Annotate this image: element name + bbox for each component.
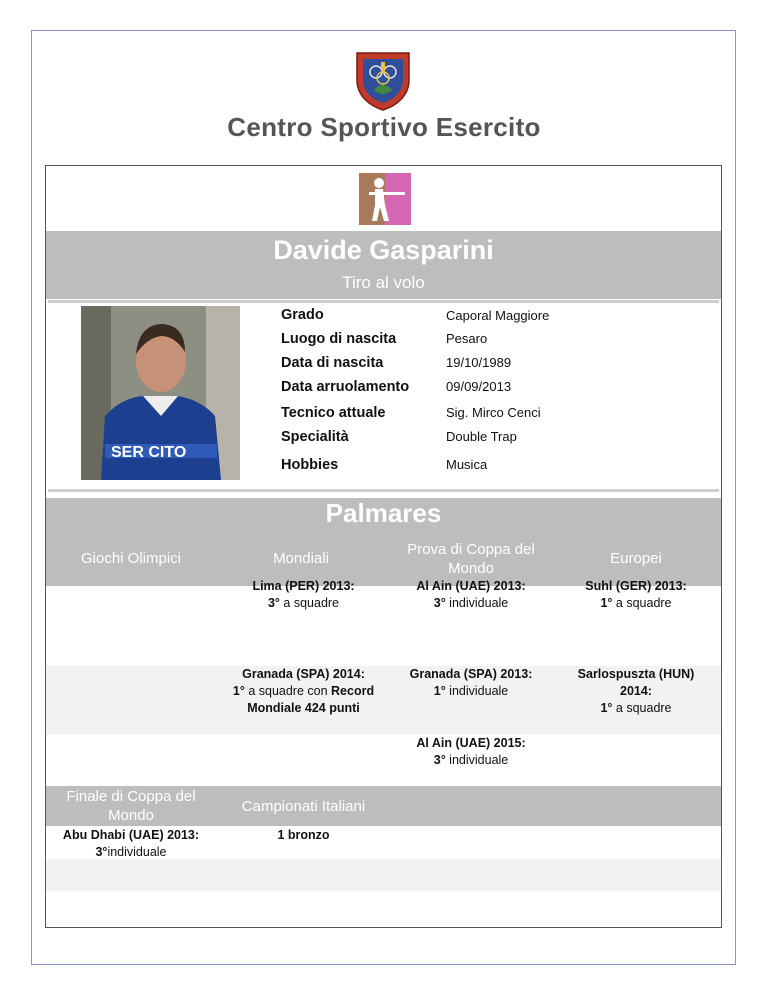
column-header-finale: Finale di Coppa del Mondo — [66, 788, 196, 824]
result-cell: Al Ain (UAE) 2015: 3° individuale — [416, 736, 526, 767]
divider — [48, 300, 719, 303]
athlete-card — [45, 165, 722, 928]
shooting-sport-icon — [359, 173, 411, 225]
result-cell: 1 bronzo — [277, 828, 330, 842]
palmares-band — [46, 498, 721, 586]
info-label: Grado — [281, 307, 324, 323]
result-cell: Granada (SPA) 2014: 1° a squadre con Record Mondiale 424 punti — [232, 667, 375, 715]
info-value: 09/09/2013 — [446, 379, 512, 394]
palmares-title: Palmares — [325, 498, 442, 528]
info-label: Luogo di nascita — [281, 331, 397, 347]
info-value: Pesaro — [446, 331, 488, 346]
organization-title: Centro Sportivo Esercito — [227, 112, 541, 142]
info-label: Data di nascita — [281, 355, 384, 371]
column-header-coppa: Prova di Coppa del Mondo — [407, 541, 535, 577]
athlete-name: Davide Gasparini — [273, 235, 494, 265]
info-value: Musica — [446, 457, 488, 472]
athlete-photo — [81, 306, 240, 480]
info-label: Data arruolamento — [281, 379, 410, 395]
divider — [48, 489, 719, 492]
athlete-name-band — [46, 231, 721, 299]
result-cell: Granada (SPA) 2013: 1° individuale — [409, 667, 533, 698]
column-header-olimpici: Giochi Olimpici — [80, 550, 182, 567]
info-value: 19/10/1989 — [446, 355, 512, 370]
result-cell: Suhl (GER) 2013: 1° a squadre — [585, 579, 687, 610]
column-header-italiani: Campionati Italiani — [241, 798, 366, 815]
result-cell: Al Ain (UAE) 2013: 3° individuale — [416, 579, 526, 610]
info-value: Double Trap — [446, 429, 517, 444]
jersey-text: SER CITO — [111, 444, 187, 461]
result-cell: Lima (PER) 2013: 3° a squadre — [252, 579, 355, 610]
info-label: Tecnico attuale — [281, 405, 386, 421]
result-cell: Abu Dhabi (UAE) 2013: 3°individuale — [62, 828, 200, 859]
info-value: Sig. Mirco Cenci — [446, 405, 541, 420]
column-header-europei: Europei — [610, 550, 662, 567]
army-crest-logo — [354, 50, 412, 112]
info-label: Hobbies — [281, 457, 339, 473]
info-label: Specialità — [281, 429, 349, 445]
column-header-mondiali: Mondiali — [273, 550, 329, 567]
result-cell: Sarlospuszta (HUN) 2014: 1° a squadre — [577, 667, 695, 715]
row-shade — [46, 859, 721, 891]
athlete-sport: Tiro al volo — [342, 273, 425, 292]
info-value: Caporal Maggiore — [446, 308, 550, 323]
